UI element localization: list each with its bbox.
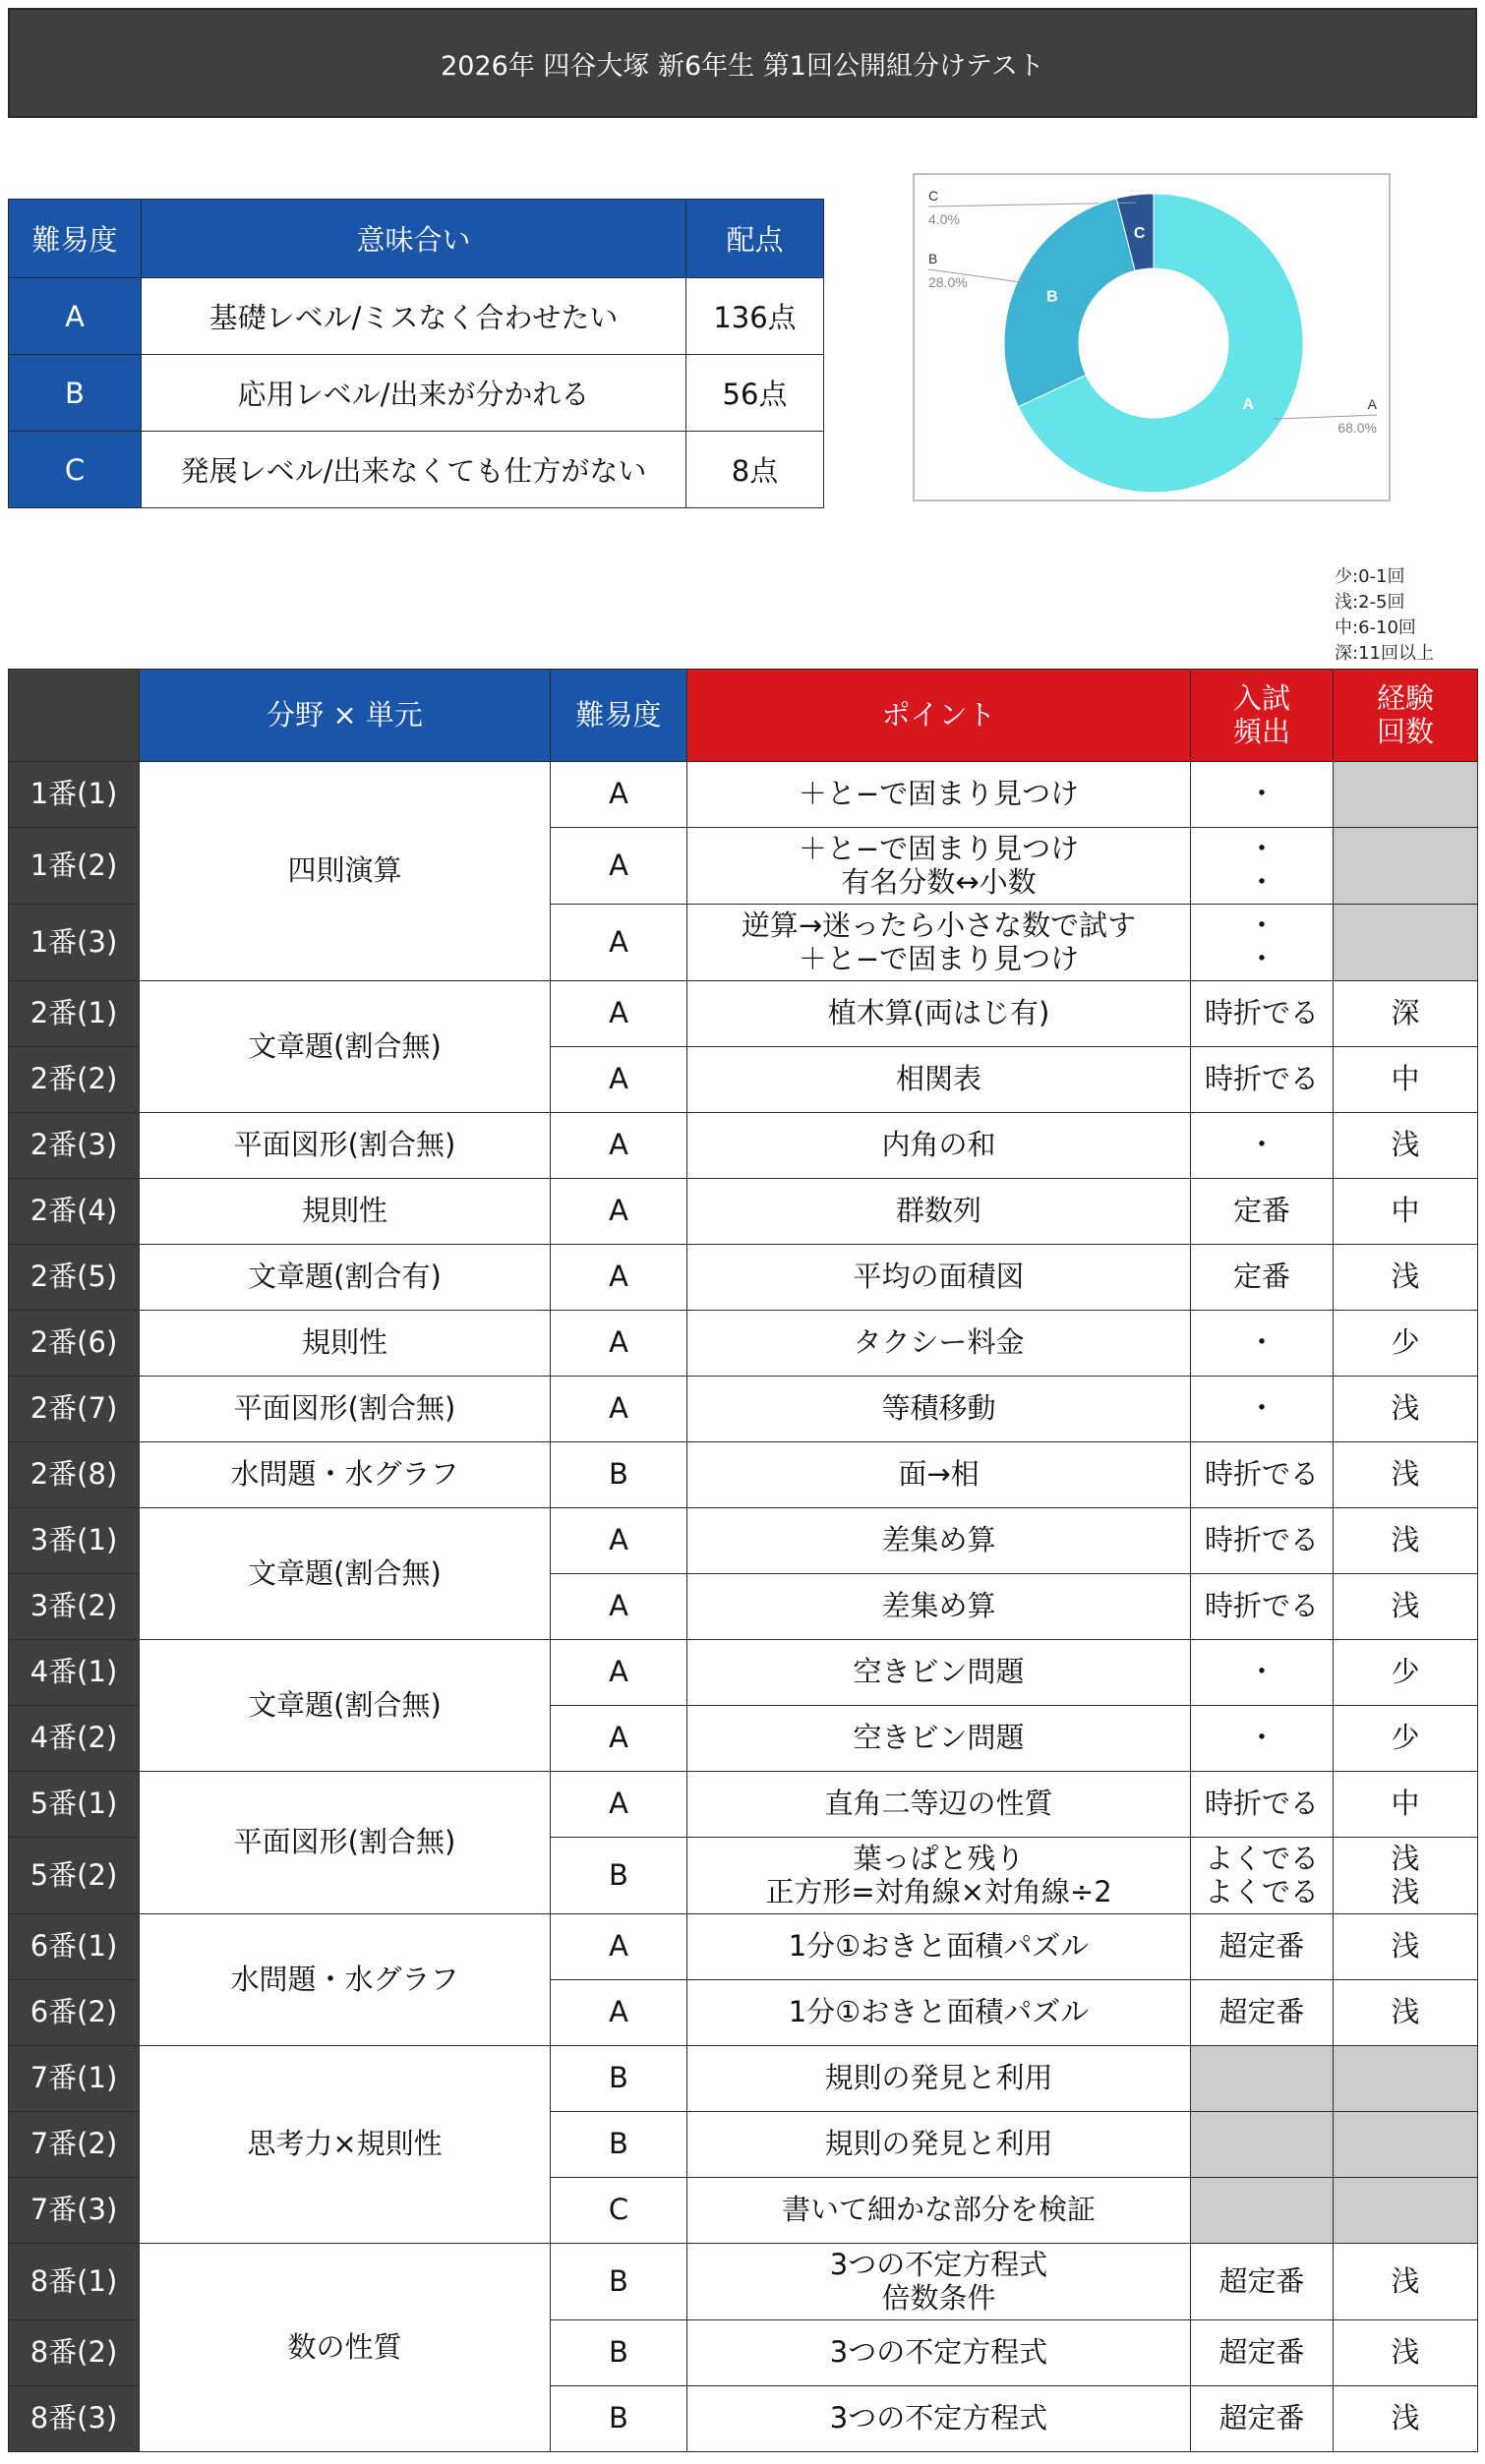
- header-field: 分野 × 単元: [140, 670, 551, 762]
- point-line: 相関表: [895, 1062, 981, 1096]
- frequency-line: ・: [1247, 864, 1277, 899]
- experience-line: 少: [1391, 1325, 1420, 1360]
- difficulty-cell: A: [551, 1914, 687, 1980]
- table-row: [9, 981, 1478, 1047]
- frequency-cell: [1191, 1772, 1334, 1838]
- experience-cell: [1334, 1442, 1478, 1508]
- frequency-cell: [1191, 2244, 1334, 2320]
- table-row: [9, 1113, 1478, 1179]
- frequency-line: ・: [1247, 1721, 1277, 1755]
- experience-line: 中: [1391, 1062, 1420, 1096]
- question-number: 6番(2): [9, 1980, 140, 2046]
- frequency-line: 時折でる: [1204, 996, 1319, 1030]
- difficulty-cell: A: [551, 1706, 687, 1772]
- experience-line: 浅: [1391, 2401, 1420, 2435]
- frequency-cell: [1191, 1442, 1334, 1508]
- field-unit-cell: 文章題(割合有): [140, 1245, 551, 1311]
- experience-cell: [1334, 981, 1478, 1047]
- question-number: 2番(4): [9, 1179, 140, 1245]
- difficulty-cell: B: [551, 2320, 687, 2386]
- difficulty-cell: A: [551, 1047, 687, 1113]
- point-cell: [687, 1574, 1191, 1640]
- difficulty-meaning: 基礎レベル/ミスなく合わせたい: [142, 278, 686, 355]
- table-row: [9, 1377, 1478, 1442]
- point-cell: [687, 1772, 1191, 1838]
- frequency-cell: [1191, 2386, 1334, 2452]
- point-cell: [687, 1640, 1191, 1706]
- page-title-bar: [8, 8, 1477, 118]
- frequency-cell: [1191, 828, 1334, 905]
- difficulty-cell: B: [551, 2112, 687, 2178]
- point-cell: [687, 1980, 1191, 2046]
- point-line: 葉っぱと残り: [853, 1842, 1025, 1876]
- callout-line: [1274, 415, 1377, 419]
- question-number: 2番(1): [9, 981, 140, 1047]
- question-number: 8番(3): [9, 2386, 140, 2452]
- field-unit-cell: 文章題(割合無): [140, 1640, 551, 1772]
- point-line: 3つの不定方程式: [829, 2248, 1048, 2282]
- frequency-cell: [1191, 762, 1334, 828]
- experience-cell: [1334, 1377, 1478, 1442]
- experience-line: 浅: [1391, 1391, 1420, 1426]
- difficulty-cell: B: [551, 2386, 687, 2452]
- slice-label: A: [1242, 396, 1255, 414]
- point-cell: [687, 2386, 1191, 2452]
- question-number: 7番(3): [9, 2178, 140, 2244]
- experience-line: 浅: [1391, 2335, 1420, 2370]
- frequency-cell: [1191, 1706, 1334, 1772]
- point-line: 差集め算: [881, 1589, 996, 1623]
- point-cell: [687, 1914, 1191, 1980]
- frequency-line: 超定番: [1218, 1929, 1305, 1964]
- question-number: 4番(1): [9, 1640, 140, 1706]
- point-line: 内角の和: [881, 1128, 996, 1162]
- frequency-cell: [1191, 981, 1334, 1047]
- score-distribution-chart: [913, 173, 1391, 501]
- difficulty-cell: A: [551, 1113, 687, 1179]
- point-line: 1分①おきと面積パズル: [788, 1995, 1090, 2029]
- frequency-cell: [1191, 1914, 1334, 1980]
- frequency-line: 時折でる: [1204, 1787, 1319, 1821]
- frequency-line: よくでる: [1204, 1842, 1319, 1876]
- point-line: 群数列: [895, 1194, 981, 1228]
- experience-line: 浅: [1391, 1929, 1420, 1964]
- experience-line: 浅: [1391, 2263, 1420, 2298]
- header-difficulty: 難易度: [9, 200, 142, 278]
- frequency-line: 超定番: [1218, 2263, 1305, 2298]
- point-line: 面→相: [898, 1457, 980, 1492]
- question-number: 7番(2): [9, 2112, 140, 2178]
- field-unit-cell: 規則性: [140, 1179, 551, 1245]
- frequency-line: ・: [1247, 909, 1277, 943]
- frequency-cell: [1191, 905, 1334, 981]
- donut-chart-svg: [915, 175, 1393, 503]
- experience-cell: [1334, 1574, 1478, 1640]
- frequency-line: よくでる: [1204, 1874, 1319, 1908]
- frequency-cell: [1191, 2046, 1334, 2112]
- frequency-cell: [1191, 1574, 1334, 1640]
- experience-line: 浅: [1391, 1457, 1420, 1492]
- table-row: [9, 1914, 1478, 1980]
- point-cell: [687, 981, 1191, 1047]
- question-number: 2番(7): [9, 1377, 140, 1442]
- question-number: 3番(1): [9, 1508, 140, 1574]
- frequency-cell: [1191, 1245, 1334, 1311]
- experience-line: 深: [1391, 996, 1420, 1030]
- header-corner: [9, 670, 140, 762]
- point-line: 等積移動: [881, 1391, 996, 1426]
- point-line: 差集め算: [881, 1523, 996, 1557]
- experience-cell: [1334, 2386, 1478, 2452]
- point-line: 正方形=対角線×対角線÷2: [765, 1874, 1112, 1908]
- field-unit-cell: 四則演算: [140, 762, 551, 981]
- header-frequency-line: 入試: [1232, 681, 1290, 716]
- experience-cell: [1334, 1772, 1478, 1838]
- experience-line: 浅: [1391, 1874, 1420, 1908]
- difficulty-points: 8点: [686, 432, 824, 508]
- table-row: [9, 1179, 1478, 1245]
- difficulty-cell: A: [551, 1311, 687, 1377]
- experience-cell: [1334, 1245, 1478, 1311]
- difficulty-cell: A: [551, 1980, 687, 2046]
- field-unit-cell: 思考力×規則性: [140, 2046, 551, 2244]
- frequency-cell: [1191, 1640, 1334, 1706]
- header-experience-line: 経験: [1376, 681, 1434, 716]
- header-meaning: 意味合い: [142, 200, 686, 278]
- frequency-line: 定番: [1232, 1194, 1290, 1228]
- point-line: 1分①おきと面積パズル: [788, 1929, 1090, 1964]
- point-line: 規則の発見と利用: [824, 2061, 1053, 2095]
- difficulty-cell: A: [551, 762, 687, 828]
- difficulty-cell: A: [551, 1640, 687, 1706]
- difficulty-cell: A: [551, 1245, 687, 1311]
- point-cell: [687, 1508, 1191, 1574]
- frequency-cell: [1191, 1377, 1334, 1442]
- difficulty-cell: A: [551, 1179, 687, 1245]
- difficulty-points: 136点: [686, 278, 824, 355]
- difficulty-meaning: 応用レベル/出来が分かれる: [142, 355, 686, 432]
- experience-cell: [1334, 1706, 1478, 1772]
- legend-line: 少:0-1回: [1335, 566, 1405, 587]
- point-line: 3つの不定方程式: [829, 2401, 1048, 2435]
- question-number: 2番(2): [9, 1047, 140, 1113]
- header-frequency-line: 頻出: [1232, 714, 1290, 748]
- experience-legend: [1335, 564, 1434, 667]
- frequency-cell: [1191, 1113, 1334, 1179]
- difficulty-cell: A: [551, 828, 687, 905]
- table-row: [9, 1508, 1478, 1574]
- frequency-line: ・: [1247, 1391, 1277, 1426]
- experience-cell: [1334, 1914, 1478, 1980]
- header-experience: [1334, 670, 1478, 762]
- table-row: [9, 1640, 1478, 1706]
- frequency-cell: [1191, 1311, 1334, 1377]
- difficulty-level: A: [9, 278, 142, 355]
- field-unit-cell: 規則性: [140, 1311, 551, 1377]
- frequency-line: 時折でる: [1204, 1589, 1319, 1623]
- difficulty-table-header: [9, 200, 824, 278]
- difficulty-cell: B: [551, 1838, 687, 1914]
- field-unit-cell: 数の性質: [140, 2244, 551, 2452]
- difficulty-cell: A: [551, 1772, 687, 1838]
- point-cell: [687, 1179, 1191, 1245]
- experience-cell: [1334, 905, 1478, 981]
- difficulty-row: [9, 355, 824, 432]
- point-line: 3つの不定方程式: [829, 2335, 1048, 2370]
- point-line: 規則の発見と利用: [824, 2127, 1053, 2161]
- difficulty-table: [8, 199, 824, 508]
- frequency-line: ・: [1247, 1655, 1277, 1689]
- point-line: 植木算(両はじ有): [827, 996, 1050, 1030]
- frequency-line: 超定番: [1218, 1995, 1305, 2029]
- point-cell: [687, 1245, 1191, 1311]
- table-row: [9, 1442, 1478, 1508]
- frequency-line: ・: [1247, 941, 1277, 975]
- experience-line: 少: [1391, 1655, 1420, 1689]
- point-cell: [687, 905, 1191, 981]
- question-number: 2番(6): [9, 1311, 140, 1377]
- difficulty-cell: A: [551, 981, 687, 1047]
- page-title: 2026年 四谷大塚 新6年生 第1回公開組分けテスト: [441, 50, 1044, 82]
- field-unit-cell: 平面図形(割合無): [140, 1113, 551, 1179]
- difficulty-cell: C: [551, 2178, 687, 2244]
- question-number: 7番(1): [9, 2046, 140, 2112]
- point-cell: [687, 762, 1191, 828]
- header-experience-line: 回数: [1376, 714, 1434, 748]
- experience-cell: [1334, 2244, 1478, 2320]
- question-number: 8番(2): [9, 2320, 140, 2386]
- experience-cell: [1334, 762, 1478, 828]
- point-cell: [687, 1706, 1191, 1772]
- question-number: 6番(1): [9, 1914, 140, 1980]
- question-number: 5番(1): [9, 1772, 140, 1838]
- difficulty-cell: A: [551, 1508, 687, 1574]
- difficulty-row: [9, 432, 824, 508]
- main-table-header: [9, 670, 1478, 762]
- difficulty-cell: A: [551, 905, 687, 981]
- header-points: 配点: [686, 200, 824, 278]
- point-cell: [687, 1311, 1191, 1377]
- callout-category: C: [928, 188, 939, 204]
- experience-line: 少: [1391, 1721, 1420, 1755]
- frequency-line: 時折でる: [1204, 1523, 1319, 1557]
- experience-line: 浅: [1391, 1523, 1420, 1557]
- question-number: 5番(2): [9, 1838, 140, 1914]
- difficulty-cell: B: [551, 2046, 687, 2112]
- header-frequency: [1191, 670, 1334, 762]
- frequency-line: 定番: [1232, 1260, 1290, 1294]
- table-row: [9, 2244, 1478, 2320]
- frequency-line: 超定番: [1218, 2335, 1305, 2370]
- frequency-line: 時折でる: [1204, 1457, 1319, 1492]
- table-row: [9, 2046, 1478, 2112]
- callout-category: A: [1367, 396, 1377, 412]
- field-unit-cell: 平面図形(割合無): [140, 1377, 551, 1442]
- frequency-line: ・: [1247, 777, 1277, 811]
- point-line: 有名分数↔小数: [841, 864, 1037, 899]
- point-cell: [687, 828, 1191, 905]
- point-line: ＋と−で固まり見つけ: [798, 941, 1080, 975]
- difficulty-points: 56点: [686, 355, 824, 432]
- experience-cell: [1334, 1113, 1478, 1179]
- legend-line: 浅:2-5回: [1335, 592, 1405, 613]
- frequency-line: 超定番: [1218, 2401, 1305, 2435]
- callout-category: B: [928, 251, 938, 266]
- experience-line: 浅: [1391, 1128, 1420, 1162]
- question-number: 1番(1): [9, 762, 140, 828]
- point-line: 逆算→迷ったら小さな数で試す: [741, 909, 1137, 943]
- frequency-cell: [1191, 1838, 1334, 1914]
- frequency-line: ・: [1247, 1128, 1277, 1162]
- question-number: 3番(2): [9, 1574, 140, 1640]
- callout-percent: 68.0%: [1337, 420, 1377, 436]
- point-line: ＋と−で固まり見つけ: [798, 832, 1080, 866]
- field-unit-cell: 文章題(割合無): [140, 1508, 551, 1640]
- experience-line: 浅: [1391, 1842, 1420, 1876]
- table-row: [9, 762, 1478, 828]
- difficulty-cell: B: [551, 2244, 687, 2320]
- point-cell: [687, 1442, 1191, 1508]
- point-cell: [687, 2112, 1191, 2178]
- question-number: 2番(5): [9, 1245, 140, 1311]
- experience-cell: [1334, 1508, 1478, 1574]
- frequency-line: 時折でる: [1204, 1062, 1319, 1096]
- point-line: 平均の面積図: [853, 1260, 1025, 1294]
- experience-line: 浅: [1391, 1260, 1420, 1294]
- field-unit-cell: 水問題・水グラフ: [140, 1914, 551, 2046]
- experience-cell: [1334, 1980, 1478, 2046]
- frequency-cell: [1191, 2112, 1334, 2178]
- point-line: ＋と−で固まり見つけ: [798, 777, 1080, 811]
- field-unit-cell: 文章題(割合無): [140, 981, 551, 1113]
- frequency-cell: [1191, 1179, 1334, 1245]
- field-unit-cell: 水問題・水グラフ: [140, 1442, 551, 1508]
- donut-slice-b: [1004, 199, 1135, 407]
- experience-line: 浅: [1391, 1589, 1420, 1623]
- difficulty-cell: A: [551, 1574, 687, 1640]
- experience-line: 中: [1391, 1787, 1420, 1821]
- experience-line: 浅: [1391, 1995, 1420, 2029]
- frequency-cell: [1191, 1980, 1334, 2046]
- point-cell: [687, 2320, 1191, 2386]
- question-number: 1番(3): [9, 905, 140, 981]
- experience-cell: [1334, 2178, 1478, 2244]
- table-row: [9, 1311, 1478, 1377]
- experience-cell: [1334, 1047, 1478, 1113]
- point-cell: [687, 2046, 1191, 2112]
- point-cell: [687, 2244, 1191, 2320]
- difficulty-cell: A: [551, 1377, 687, 1442]
- point-line: 空きビン問題: [853, 1655, 1025, 1689]
- slice-label: C: [1133, 224, 1146, 242]
- experience-line: 中: [1391, 1194, 1420, 1228]
- frequency-cell: [1191, 1047, 1334, 1113]
- callout-percent: 4.0%: [928, 211, 960, 227]
- experience-cell: [1334, 1838, 1478, 1914]
- difficulty-cell: B: [551, 1442, 687, 1508]
- frequency-cell: [1191, 2178, 1334, 2244]
- table-row: [9, 1245, 1478, 1311]
- frequency-line: ・: [1247, 1325, 1277, 1360]
- difficulty-level: B: [9, 355, 142, 432]
- frequency-cell: [1191, 1508, 1334, 1574]
- frequency-line: ・: [1247, 832, 1277, 866]
- question-number: 1番(2): [9, 828, 140, 905]
- question-number: 2番(3): [9, 1113, 140, 1179]
- question-number: 8番(1): [9, 2244, 140, 2320]
- legend-line: 中:6-10回: [1335, 617, 1416, 638]
- header-difficulty: 難易度: [551, 670, 687, 762]
- legend-line: 深:11回以上: [1335, 643, 1434, 664]
- point-line: 書いて細かな部分を検証: [781, 2193, 1096, 2227]
- field-unit-cell: 平面図形(割合無): [140, 1772, 551, 1914]
- table-row: [9, 1772, 1478, 1838]
- slice-label: B: [1046, 288, 1058, 306]
- experience-cell: [1334, 828, 1478, 905]
- experience-cell: [1334, 2112, 1478, 2178]
- frequency-cell: [1191, 2320, 1334, 2386]
- point-cell: [687, 1377, 1191, 1442]
- experience-cell: [1334, 2046, 1478, 2112]
- difficulty-meaning: 発展レベル/出来なくても仕方がない: [142, 432, 686, 508]
- difficulty-row: [9, 278, 824, 355]
- question-number: 2番(8): [9, 1442, 140, 1508]
- experience-cell: [1334, 1179, 1478, 1245]
- experience-cell: [1334, 1311, 1478, 1377]
- point-cell: [687, 1047, 1191, 1113]
- header-point: ポイント: [687, 670, 1191, 762]
- question-number: 4番(2): [9, 1706, 140, 1772]
- difficulty-level: C: [9, 432, 142, 508]
- point-cell: [687, 2178, 1191, 2244]
- callout-percent: 28.0%: [928, 274, 968, 290]
- point-line: 直角二等辺の性質: [824, 1787, 1053, 1821]
- point-cell: [687, 1838, 1191, 1914]
- experience-cell: [1334, 1640, 1478, 1706]
- point-line: 空きビン問題: [853, 1721, 1025, 1755]
- point-line: タクシー料金: [853, 1325, 1025, 1360]
- point-cell: [687, 1113, 1191, 1179]
- experience-cell: [1334, 2320, 1478, 2386]
- question-analysis-table: [8, 669, 1478, 2452]
- point-line: 倍数条件: [881, 2280, 996, 2315]
